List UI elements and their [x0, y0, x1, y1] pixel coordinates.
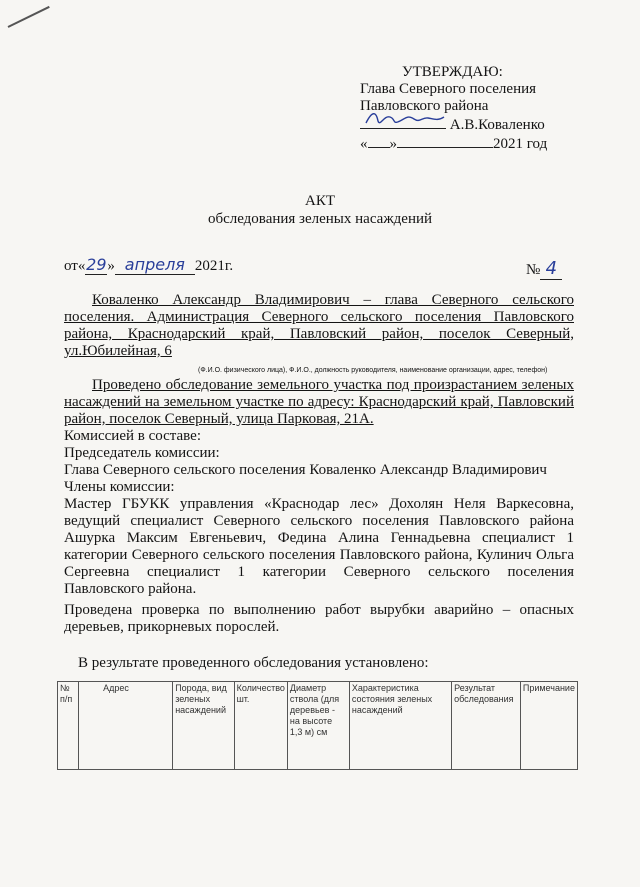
date-mid-quote: » [107, 258, 115, 274]
signature-field [360, 115, 446, 129]
pen-stroke-mark [8, 6, 50, 28]
members-label: Члены комиссии: [64, 479, 175, 495]
handwritten-number: 4 [540, 258, 562, 280]
act-date [64, 255, 233, 275]
date-year: 2021г. [194, 258, 234, 274]
number-label: № [526, 262, 541, 278]
table-header-cell: Результат обследования [452, 682, 521, 770]
table-header-cell: Характеристика состояния зеленых насаждений [349, 682, 451, 770]
date-close-quote: » [389, 136, 397, 152]
approval-heading: УТВЕРЖДАЮ: [402, 64, 503, 80]
approval-block [360, 64, 590, 153]
approval-position: Глава Северного поселения [360, 81, 537, 97]
approval-date [360, 134, 590, 153]
table-header-cell: № п/п [58, 682, 79, 770]
document-subtitle: обследования зеленых насаждений [207, 211, 433, 227]
day-blank [368, 134, 390, 148]
chair-label: Председатель комиссии: [64, 445, 220, 461]
handwritten-month: апреля [115, 255, 195, 275]
handwritten-signature [362, 109, 446, 129]
check-paragraph: Проведена проверка по выполнению работ вырубки аварийно – опасных деревьев, прикорневых порослей. [64, 602, 574, 635]
result-intro: В результате проведенного обследования установлено: [78, 655, 429, 671]
responsible-person-paragraph: Коваленко Александр Владимирович – глава Северного сельского поселения. Администрация Северного сельского поселения Павловского района, Краснодарский край, Павловский район, поселок Северный, ул.Юбилейная, 6 [64, 292, 574, 359]
table-header-cell: Примечание [520, 682, 577, 770]
document-title: АКТ [305, 193, 335, 209]
act-number [526, 258, 562, 280]
inspection-paragraph: Проведено обследование земельного участка под произрастанием зеленых насаждений на земельном участке по адресу: Краснодарский край, Павловский район, поселок Северный, улица Парковая, 21А. [64, 377, 574, 427]
month-blank [397, 134, 493, 148]
chair-name: Глава Северного сельского поселения Коваленко Александр Владимирович [64, 462, 547, 478]
handwritten-day: 29 [86, 255, 107, 274]
approval-signer: А.В.Коваленко [449, 117, 545, 133]
approval-signature-line [360, 115, 590, 134]
table-header-cell: Количество шт. [234, 682, 287, 770]
commission-label: Комиссией в составе: [64, 428, 202, 444]
date-prefix: от« [64, 258, 86, 274]
table-header-cell: Диаметр ствола (для деревьев - на высоте 1,3 м) см [287, 682, 349, 770]
table-header-cell: Адрес [79, 682, 173, 770]
field-caption-note: (Ф.И.О. физического лица), Ф.И.О., должность руководителя, наименование организации, адрес, телефон) [198, 367, 548, 374]
date-open-quote: « [360, 136, 368, 152]
table-header-cell: Порода, вид зеленых насаждений [173, 682, 234, 770]
members-paragraph: Мастер ГБУКК управления «Краснодар лес» Дохолян Неля Варкесовна, ведущий специалист Северного сельского поселения Павловского района Ашурка Максим Евгеньевич, Федина Алина Геннадьевна специалист 1 категории Северного сельского поселения Павловского района, Кулинич Ольга Сергеевна специалист 1 категории Северного сельского поселения Павловского района. [64, 496, 574, 597]
results-table [57, 681, 578, 770]
approval-district: Павловского района [360, 98, 489, 114]
approval-year: 2021 год [493, 136, 548, 152]
table-header-row [58, 682, 578, 770]
